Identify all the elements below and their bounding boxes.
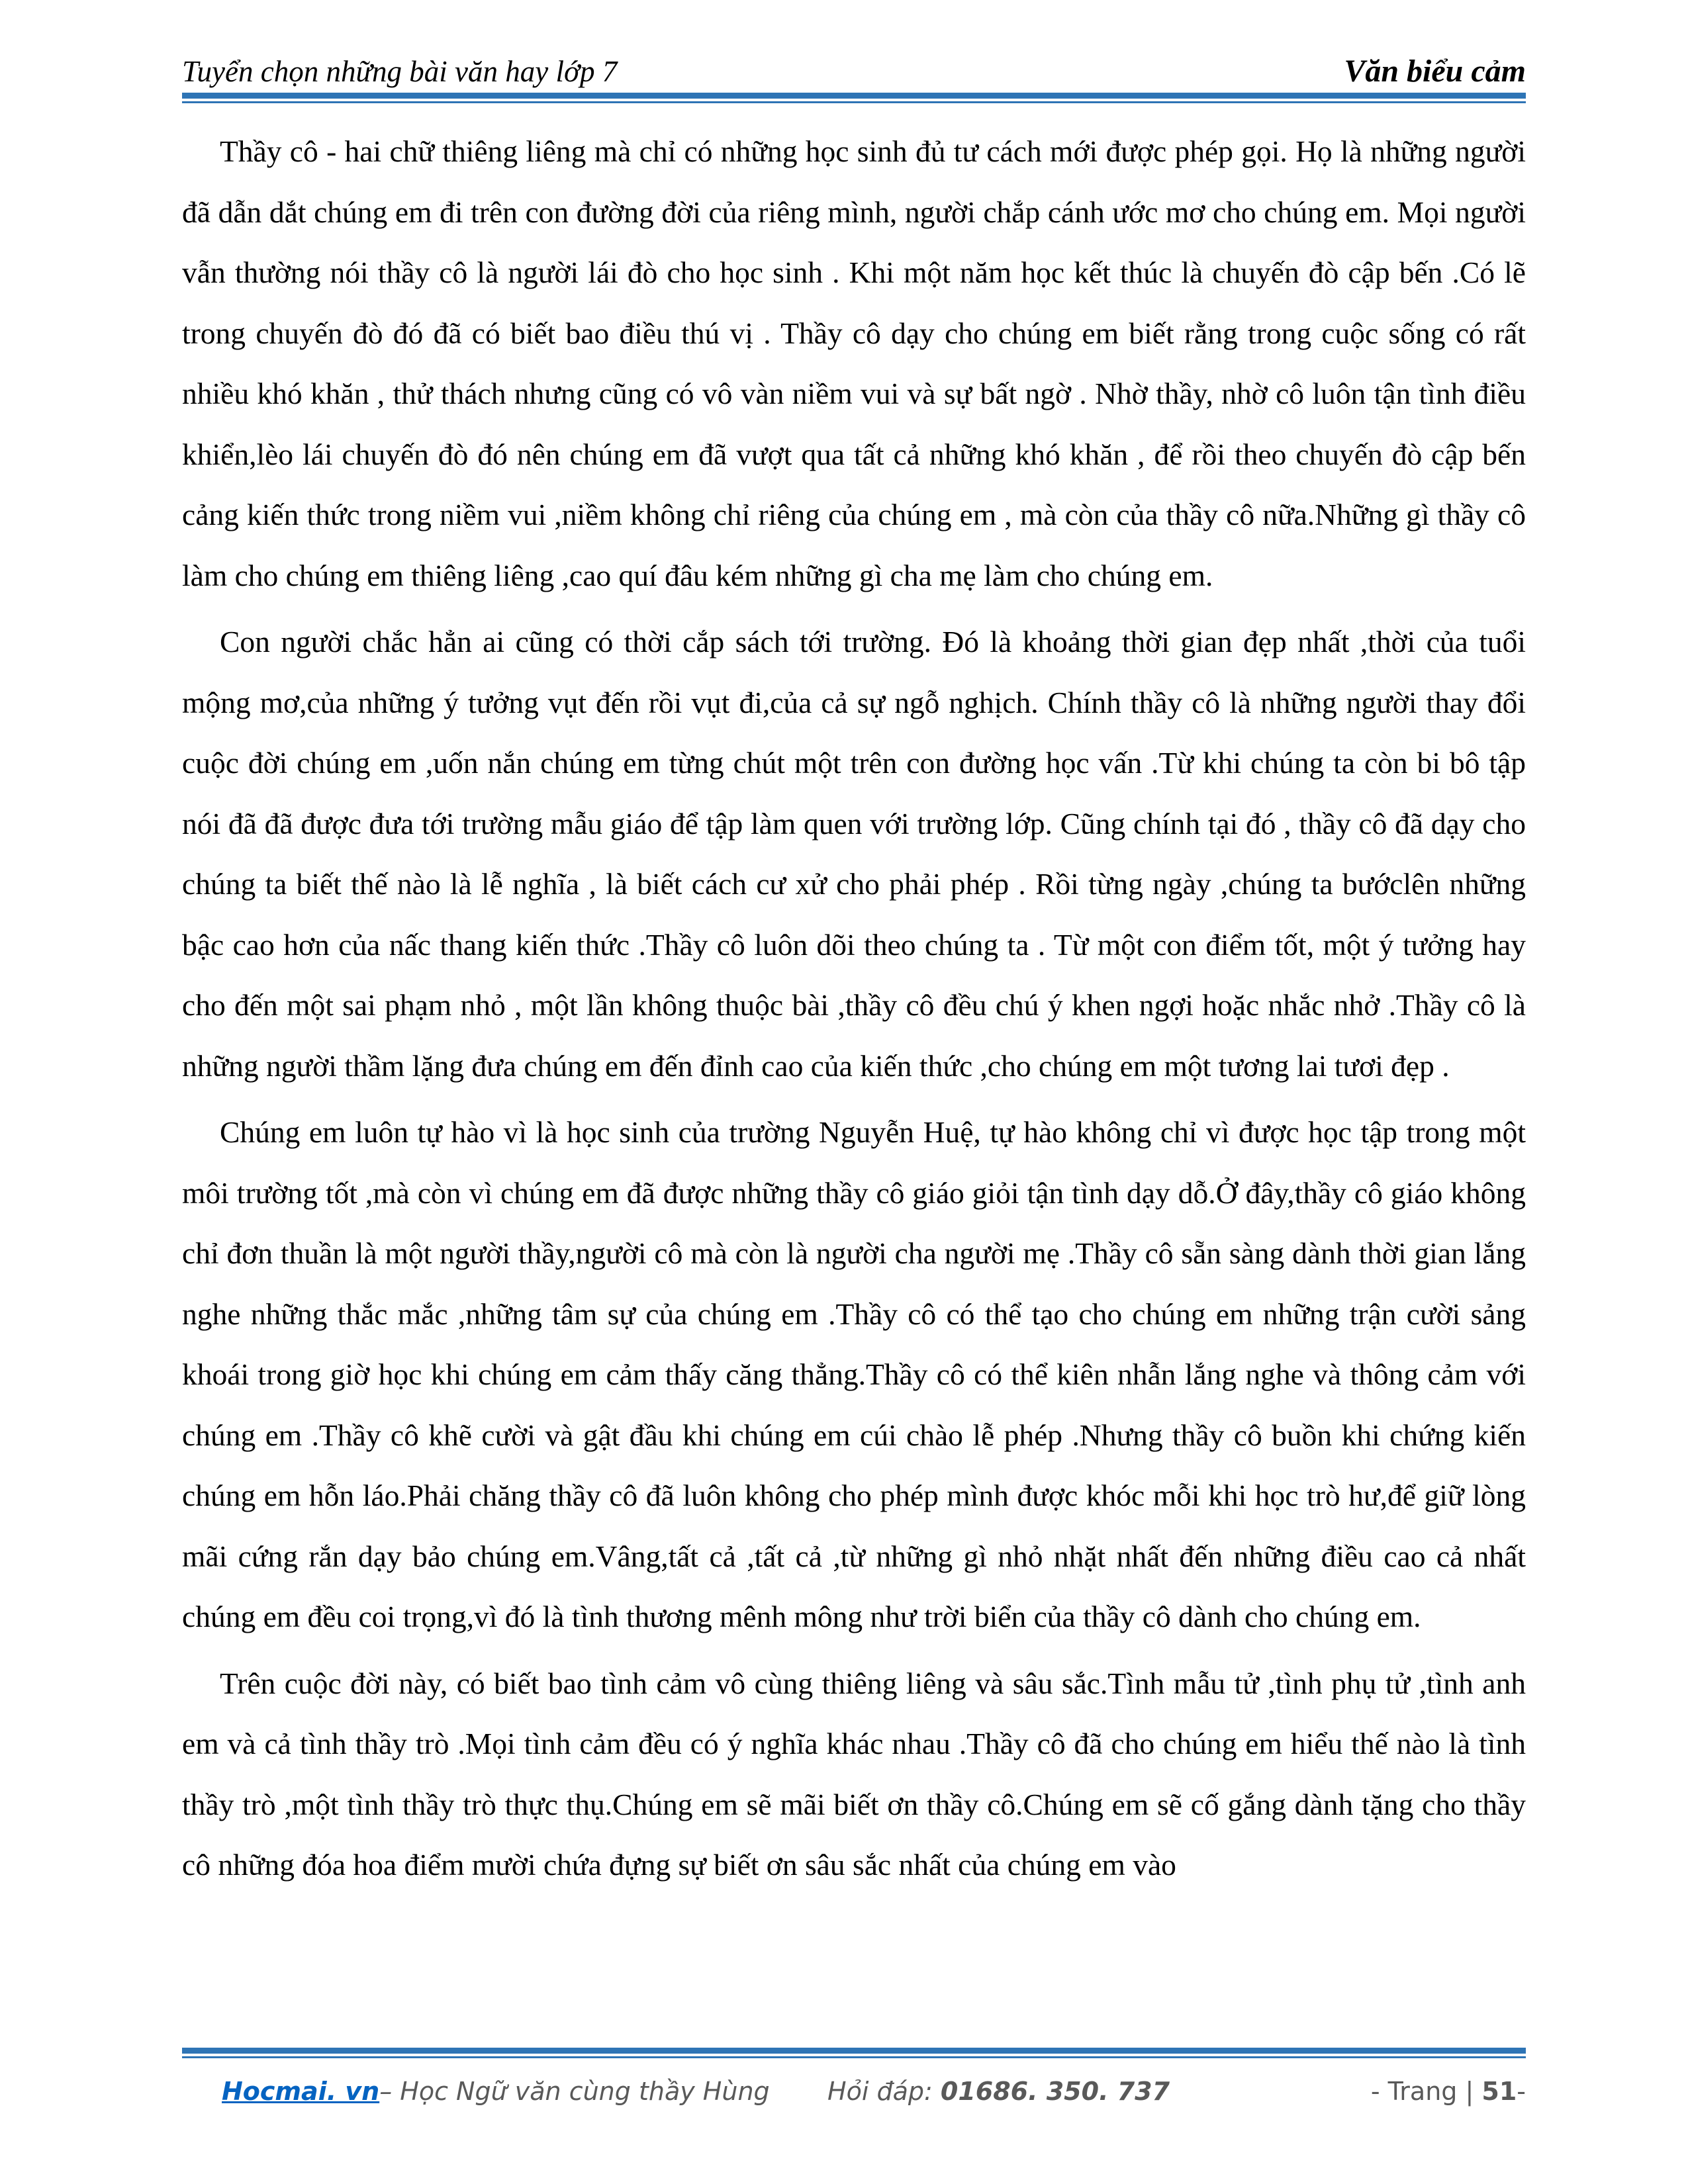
paragraph-4: Trên cuộc đời này, có biết bao tình cảm vô cùng thiêng liêng và sâu sắc.Tình mẫu tử ,tình phụ tử ,tình anh em và cả tình thầy trò .Mọi tình cảm đều có ý nghĩa khác nhau .Thầy cô đã cho chúng em hiểu thế nào là tình thầy trò ,một tình thầy trò thực thụ.Chúng em sẽ mãi biết ơn thầy cô.Chúng em sẽ cố gắng dành tặng cho thầy cô những đóa hoa điểm mười chứa đựng sự biết ơn sâu sắc nhất của chúng em vào <box>182 1666 1526 1882</box>
page-header <box>182 46 1526 93</box>
footer-rule-thick <box>182 2048 1526 2054</box>
header-rule-thin <box>182 101 1526 103</box>
page-suffix: - <box>1517 2077 1526 2106</box>
page-prefix: - Trang | <box>1370 2077 1482 2106</box>
footer-rule-thin <box>182 2056 1526 2058</box>
paragraph-3: Chúng em luôn tự hào vì là học sinh của trường Nguyễn Huệ, tự hào không chỉ vì được học tập trong một môi trường tốt ,mà còn vì chúng em đã được những thầy cô giáo giỏi tận tình dạy dỗ.Ở đây,thầy cô giáo không chỉ đơn thuần là một người thầy,người cô mà còn là người cha người mẹ .Thầy cô sẵn sàng dành thời gian lắng nghe những thắc mắc ,những tâm sự của chúng em .Thầy cô có thể tạo cho chúng em những trận cười sảng khoái trong giờ học khi chúng em cảm thấy căng thẳng.Thầy cô có thể kiên nhẫn lắng nghe và thông cảm với chúng em .Thầy cô khẽ cười và gật đầu khi chúng em cúi chào lễ phép .Nhưng thầy cô buồn khi chứng kiến chúng em hỗn láo.Phải chăng thầy cô đã luôn không cho phép mình được khóc mỗi khi học trò hư,để giữ lòng mãi cứng rắn dạy bảo chúng em.Vâng,tất cả ,tất cả ,từ những gì nhỏ nhặt nhất đến những điều cao cả nhất chúng em đều coi trọng,vì đó là tình thương mênh mông như trời biển của thầy cô dành cho chúng em. <box>182 1115 1526 1633</box>
page-number: 51 <box>1481 2077 1517 2106</box>
header-rule-thick <box>182 93 1526 99</box>
hotline-label: Hỏi đáp: <box>827 2077 941 2106</box>
essay-body <box>182 121 1526 1901</box>
site-link[interactable]: Hocmai. vn <box>222 2077 380 2106</box>
section-title: Văn biểu cảm <box>1344 54 1526 89</box>
hotline-number: 01686. 350. 737 <box>940 2077 1170 2106</box>
site-tagline: – Học Ngữ văn cùng thầy Hùng <box>379 2077 770 2106</box>
book-title: Tuyển chọn những bài văn hay lớp 7 <box>182 55 618 88</box>
paragraph-1: Thầy cô - hai chữ thiêng liêng mà chỉ có những học sinh đủ tư cách mới được phép gọi. Họ là những người đã dẫn dắt chúng em đi trên con đường đời của riêng mình, người chắp cánh ước mơ cho chúng em. Mọi người vẫn thường nói thầy cô là người lái đò cho học sinh . Khi một năm học kết thúc là chuyến đò cập bến .Có lẽ trong chuyến đò đó đã có biết bao điều thú vị . Thầy cô dạy cho chúng em biết rằng trong cuộc sống có rất nhiều khó khăn , thử thách nhưng cũng có vô vàn niềm vui và sự bất ngờ . Nhờ thầy, nhờ cô luôn tận tình điều khiển,lèo lái chuyến đò đó nên chúng em đã vượt qua tất cả những khó khăn , để rồi theo chuyến đò cập bến cảng kiến thức trong niềm vui ,niềm không chỉ riêng của chúng em , mà còn của thầy cô nữa.Những gì thầy cô làm cho chúng em thiêng liêng ,cao quí đâu kém những gì cha mẹ làm cho chúng em. <box>182 134 1526 592</box>
footer-credit <box>222 2071 770 2111</box>
page-footer <box>182 2071 1526 2118</box>
page-indicator <box>1371 2071 1526 2111</box>
paragraph-2: Con người chắc hẳn ai cũng có thời cắp sách tới trường. Đó là khoảng thời gian đẹp nhất ,thời của tuổi mộng mơ,của những ý tưởng vụt đến rồi vụt đi,của cả sự ngỗ nghịch. Chính thầy cô là những người thay đổi cuộc đời chúng em ,uốn nắn chúng em từng chút một trên con đường học vấn .Từ khi chúng ta còn bi bô tập nói đã đã được đưa tới trường mẫu giáo để tập làm quen với trường lớp. Cũng chính tại đó , thầy cô đã dạy cho chúng ta biết thế nào là lễ nghĩa , là biết cách cư xử cho phải phép . Rồi từng ngày ,chúng ta bướclên những bậc cao hơn của nấc thang kiến thức .Thầy cô luôn dõi theo chúng ta . Từ một con điểm tốt, một ý tưởng hay cho đến một sai phạm nhỏ , một lần không thuộc bài ,thầy cô đều chú ý khen ngợi hoặc nhắc nhở .Thầy cô là những người thầm lặng đưa chúng em đến đỉnh cao của kiến thức ,cho chúng em một tương lai tươi đẹp . <box>182 625 1526 1083</box>
footer-hotline <box>827 2071 1170 2111</box>
